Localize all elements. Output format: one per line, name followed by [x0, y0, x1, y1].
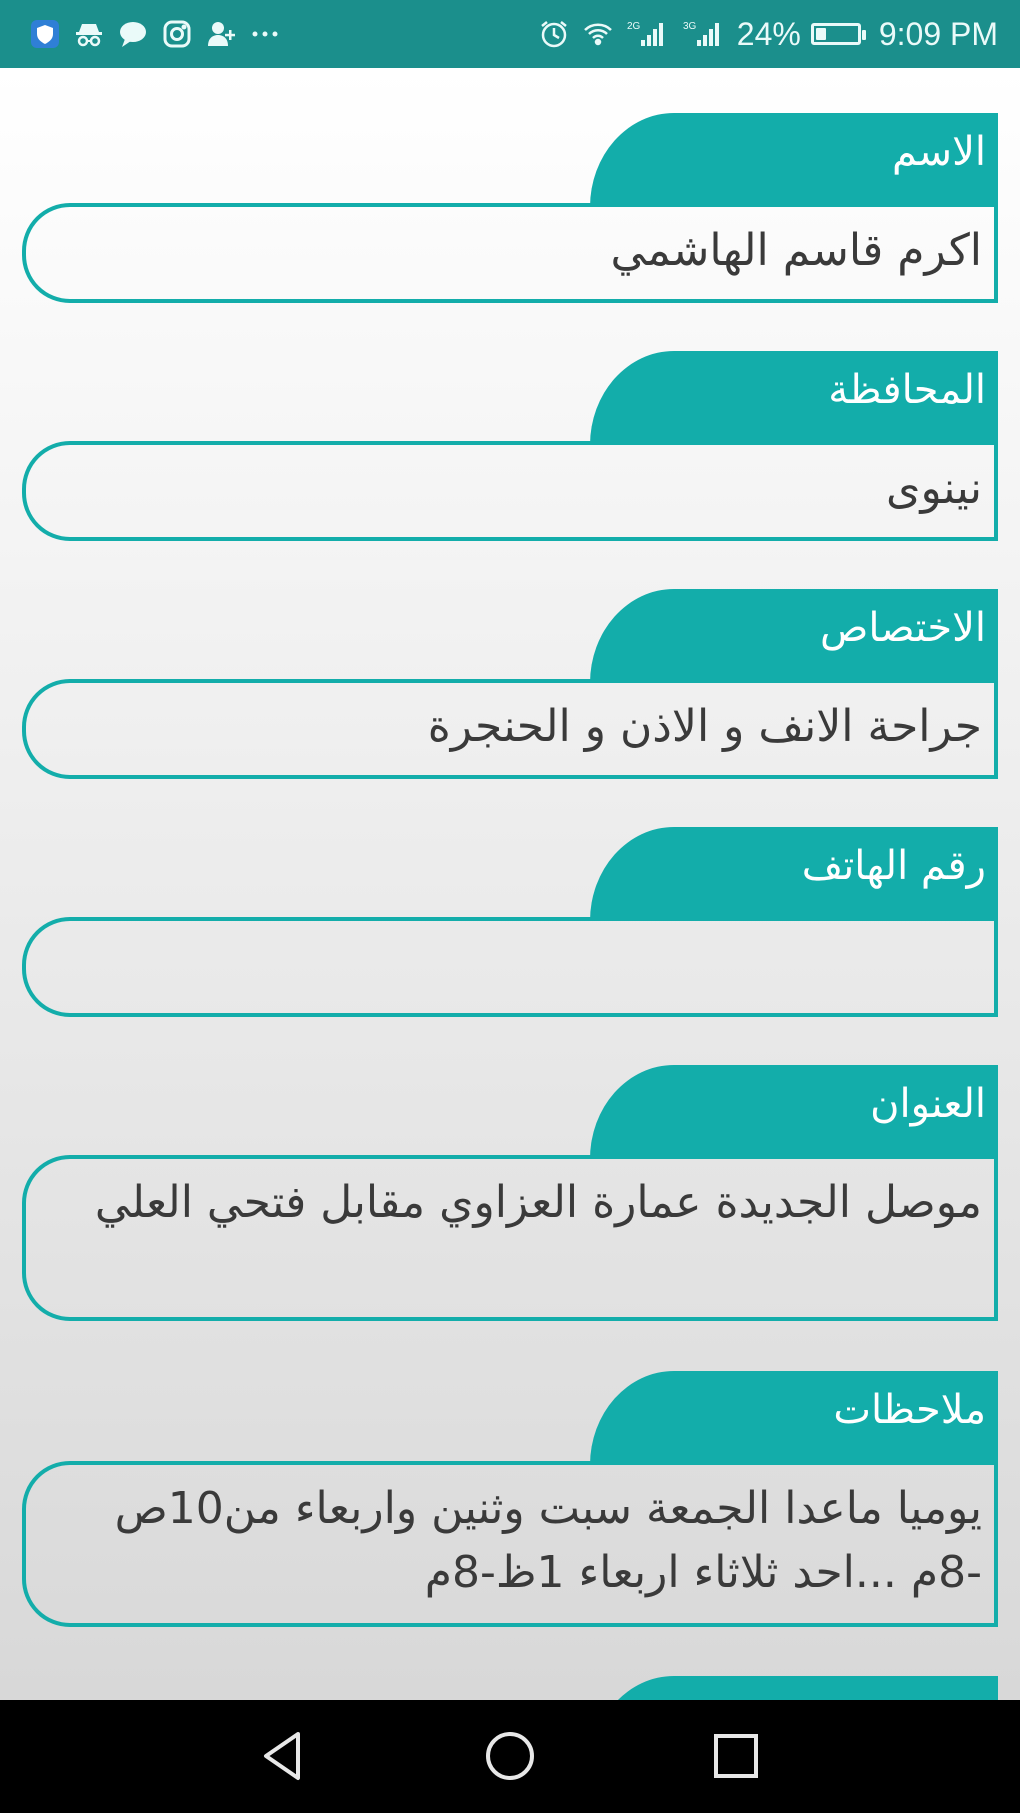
more-dots-icon: [248, 17, 282, 51]
battery-icon: [811, 23, 861, 45]
shield-icon: [28, 17, 62, 51]
clock: 9:09 PM: [878, 15, 998, 52]
add-person-icon: [204, 17, 238, 51]
field-value[interactable]: اكرم قاسم الهاشمي: [22, 203, 998, 303]
recents-icon[interactable]: [706, 1726, 766, 1786]
status-bar: [0, 0, 1020, 68]
field-name: [22, 113, 998, 303]
field-label: ملاحظات: [590, 1371, 998, 1465]
instagram-icon: [160, 17, 194, 51]
navigation-bar: [0, 1700, 1020, 1813]
battery-fill: [816, 28, 827, 40]
field-address: [22, 1065, 998, 1325]
field-value[interactable]: موصل الجديدة عمارة العزاوي مقابل فتحي العلي: [22, 1155, 998, 1321]
home-icon[interactable]: [480, 1726, 540, 1786]
notification-icons: [28, 14, 282, 54]
field-label: رقم الهاتف: [590, 827, 998, 921]
network-1-label: 2G: [626, 21, 641, 32]
field-label: الاسم: [590, 113, 998, 207]
field-value[interactable]: نينوى: [22, 441, 998, 541]
back-icon[interactable]: [254, 1726, 314, 1786]
doctor-details: [0, 68, 1020, 1700]
signal-icon: [681, 17, 727, 51]
field-label: العنوان: [590, 1065, 998, 1159]
network-2-label: 3G: [682, 21, 697, 32]
system-status: [537, 14, 998, 54]
alarm-icon: [537, 17, 571, 51]
battery-percent: 24%: [736, 15, 801, 52]
wifi-icon: [581, 17, 615, 51]
field-label-partial: [590, 1676, 998, 1700]
field-phone: [22, 827, 998, 1017]
field-specialty: [22, 589, 998, 779]
signal-icon: [625, 17, 671, 51]
field-notes: [22, 1371, 998, 1631]
field-label: المحافظة: [590, 351, 998, 445]
chat-bubble-icon: [116, 17, 150, 51]
field-governorate: [22, 351, 998, 541]
field-next-partial: [22, 1676, 998, 1700]
field-value[interactable]: [22, 917, 998, 1017]
field-label: الاختصاص: [590, 589, 998, 683]
incognito-icon: [72, 17, 106, 51]
field-value[interactable]: جراحة الانف و الاذن و الحنجرة: [22, 679, 998, 779]
field-value[interactable]: يوميا ماعدا الجمعة سبت وثنين واربعاء من10ص -8م ...احد ثلاثاء اربعاء 1ظ-8م: [22, 1461, 998, 1627]
